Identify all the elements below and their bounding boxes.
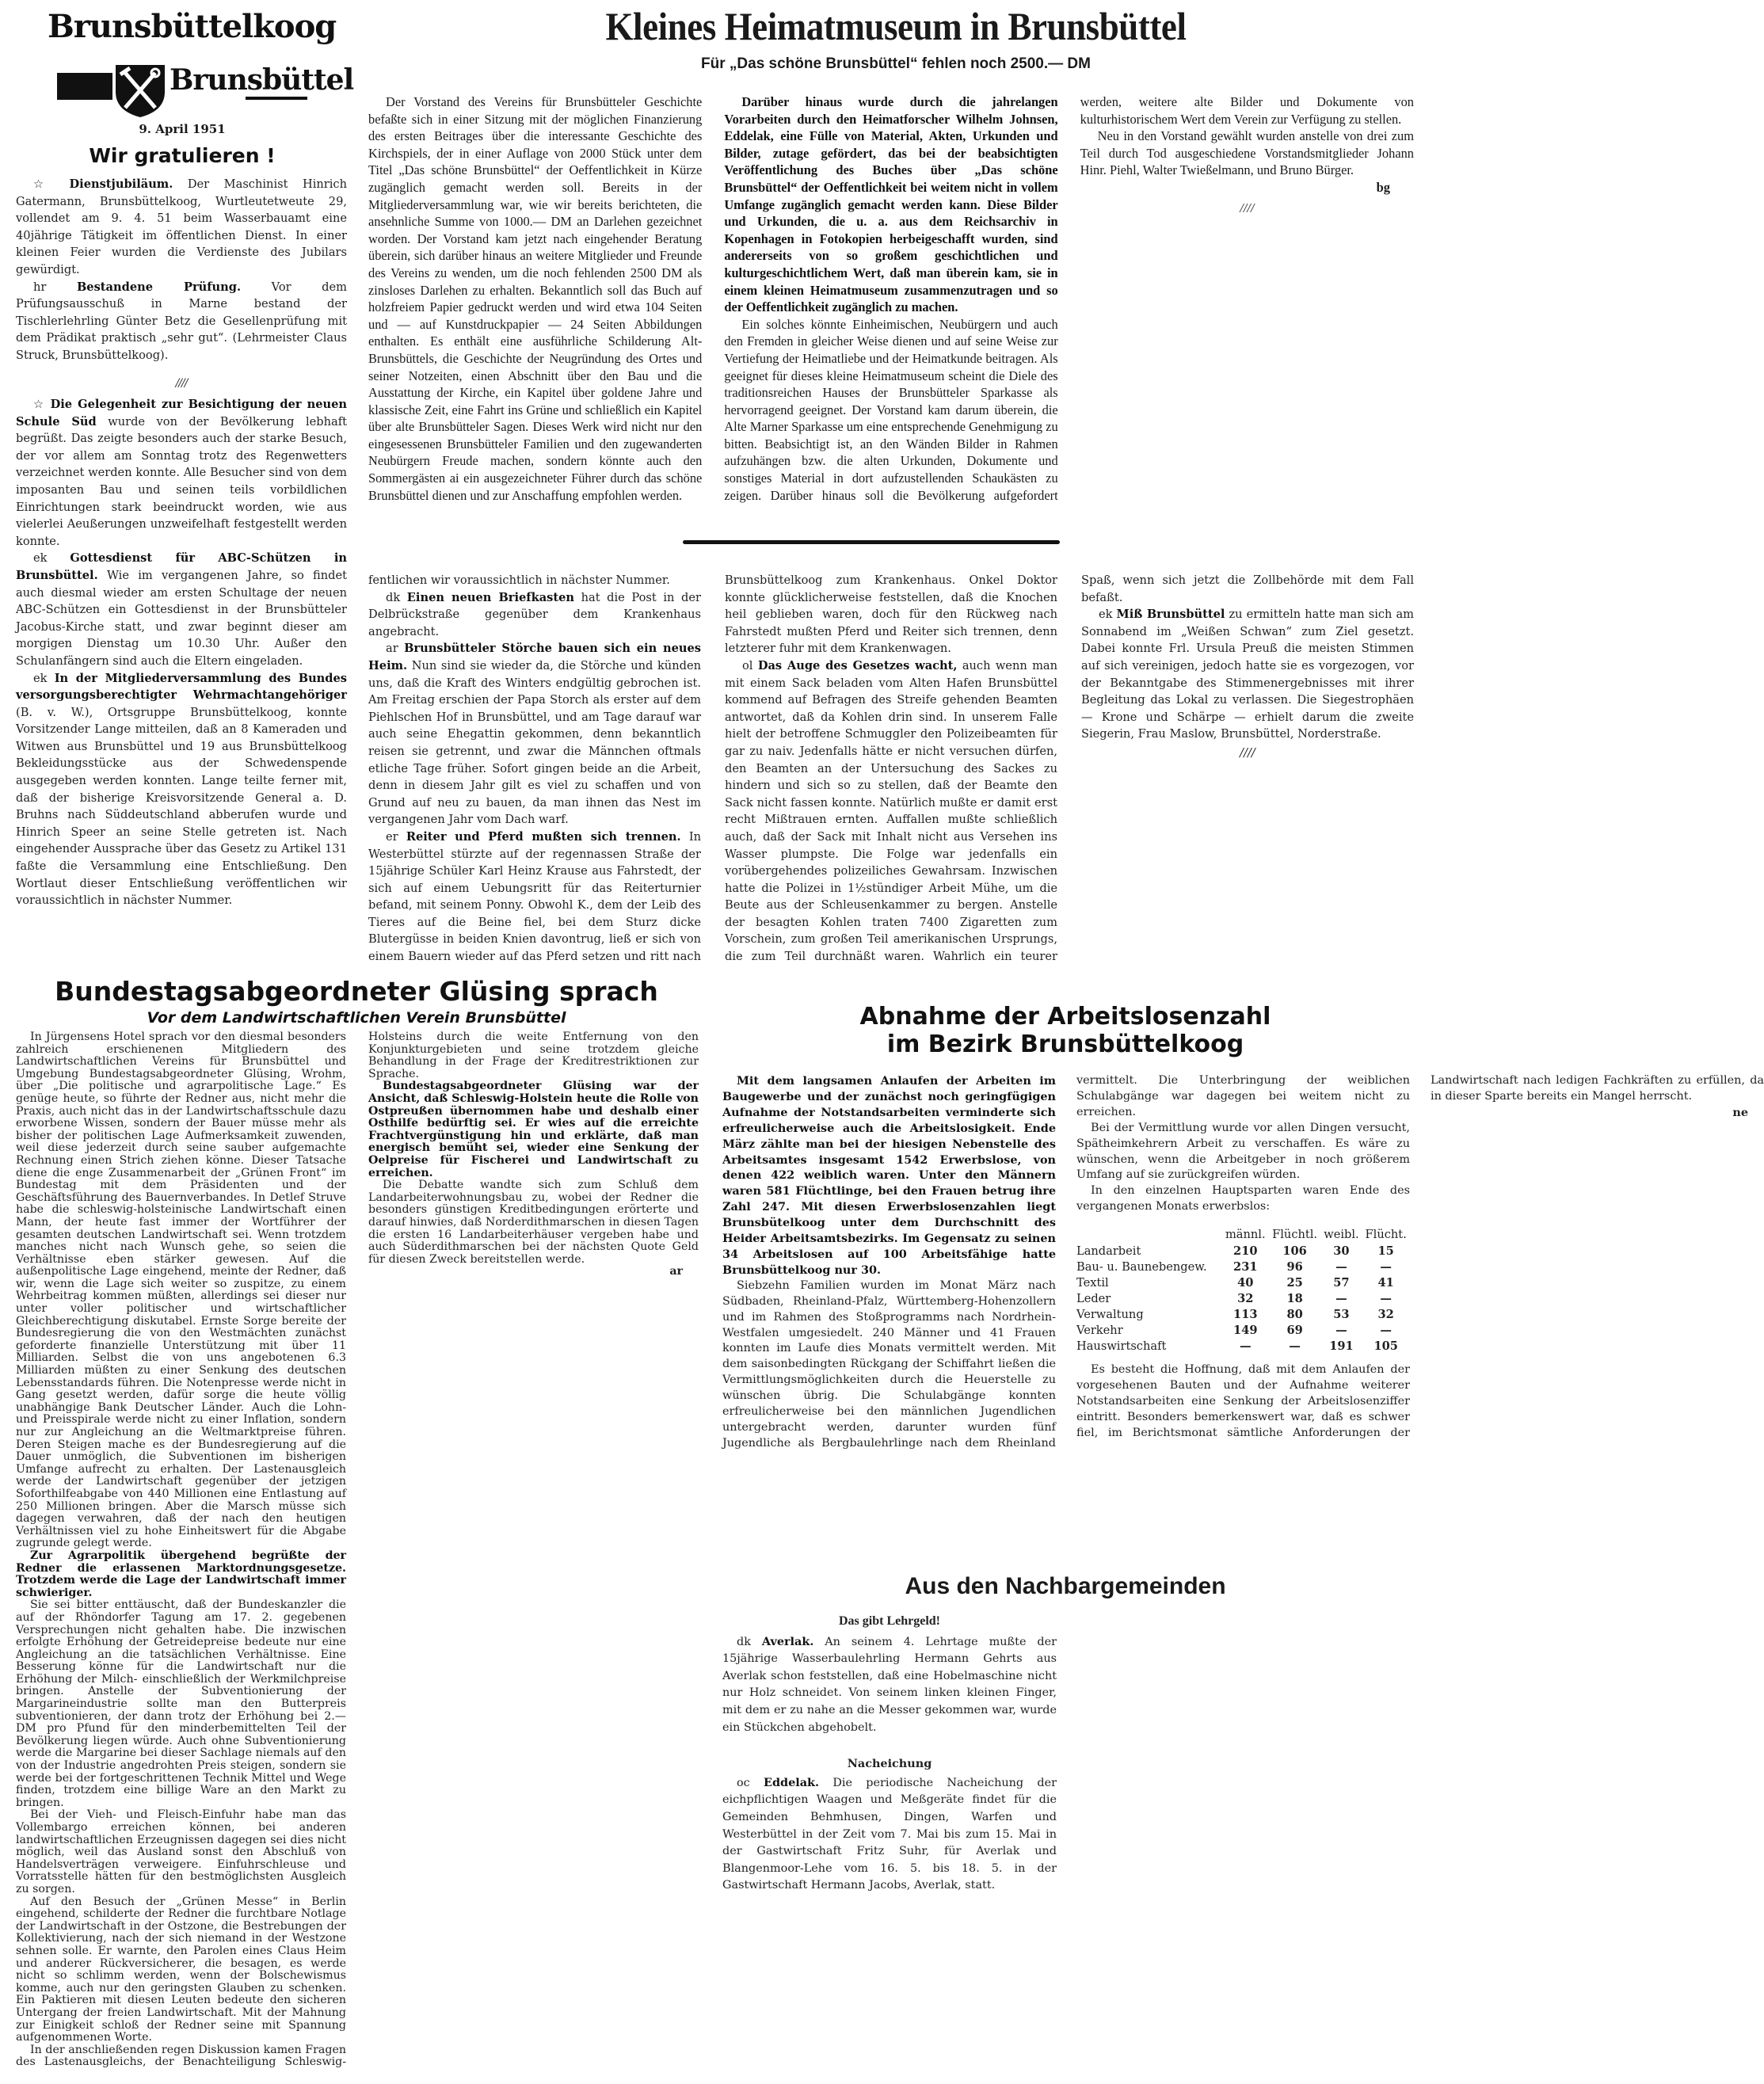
row-label: Verwaltung bbox=[1076, 1308, 1144, 1322]
table-cell: — bbox=[1335, 1292, 1347, 1306]
author-initials: ek bbox=[1099, 608, 1113, 622]
star-icon: ☆ bbox=[33, 398, 46, 411]
paragraph: Bei der Vieh- und Fleisch-Einfuhr habe man das Vollembargo erreichen können, bei anderen landwirtschaftlichen Erzeugnissen dagegen sei dies nicht möglich, weil das Ausland sonst den Abschluß von Handelsverträgen verweigere. Einfuhrschleuse und Vorratsstelle hätten für den bestmöglichsten Ausgleich zu sorgen. bbox=[16, 1808, 346, 1895]
table-cell: 106 bbox=[1282, 1244, 1307, 1259]
local-news-columns bbox=[368, 572, 1414, 968]
table-header bbox=[1076, 1226, 1222, 1244]
issue-date: 9. April 1951 bbox=[139, 122, 226, 136]
item-title: Dienstjubiläum. bbox=[69, 177, 173, 191]
separator-ornament: //// bbox=[1240, 745, 1255, 760]
news-continuation: fentlichen wir voraussichtlich in nächster Nummer. bbox=[368, 573, 670, 587]
logo-line-1: Brunsbüttelkoog bbox=[48, 8, 337, 45]
item-text: wurde von der Bevölkerung lebhaft begrüßt. Das zeigte besonders auch der starke Besuch, der vor allem am Sonntag trotz des Regenwetters verzeichnet werden konnte. Alle Besucher sind von dem imposanten Bau und seinen teils vorbildlichen Einrichtungen stark beeindruckt worden, wie aus vielerlei Aeußerungen unzweifelhaft festgestellt werden konnte. bbox=[16, 414, 347, 548]
star-icon: ☆ bbox=[33, 177, 55, 191]
table-row bbox=[1076, 1307, 1410, 1323]
gluesing-headline: Bundestagsabgeordneter Glüsing sprach bbox=[55, 976, 658, 1007]
signature: ar bbox=[669, 1265, 683, 1278]
arbeitslose-headline bbox=[717, 1003, 1414, 1058]
table-cell: 30 bbox=[1333, 1244, 1350, 1259]
author-initials: ek bbox=[33, 671, 48, 685]
table-cell: 210 bbox=[1233, 1244, 1258, 1259]
author-initials: dk bbox=[386, 590, 401, 604]
table-header: Flüchtl. bbox=[1272, 1228, 1318, 1242]
logo-line-2: Brunsbüttel bbox=[166, 63, 356, 97]
paragraph: Neu in den Vorstand gewählt wurden anstelle von drei zum Teil durch Tod ausgeschiedene Vorstandsmitglieder Johann Hinr. Piehl, Walter Twießelmann, und Bruno Bürger. bbox=[1080, 128, 1414, 178]
paragraph: Auf den Besuch der „Grünen Messe“ in Berlin eingehend, schilderte der Redner die furchtbare Notlage der Landwirtschaft in der Ostzone, die Bestrebungen der Kollektivierung, nach der sich niemand in der Westzone sehnen solle. Er warnte, den Parolen eines Claus Heim und anderer Rückversicherer, die besagen, es werde nicht so schlimm werden, wenn der Bolschewismus komme, auch nur den geringsten Glauben zu schenken. Ein Paktieren mit diesen Leuten bedeute den sicheren Untergang der freien Landwirtschaft. Mit der Mahnung zur Einigkeit schloß der Redner seine mit Spannung aufgenommenen Worte. bbox=[16, 1895, 346, 2044]
news-item bbox=[368, 589, 701, 641]
paragraph: Sie sei bitter enttäuscht, daß der Bundeskanzler die auf der Rhöndorfer Tagung am 17. 2. gegebenen Versprechungen nicht gehalten habe. Die inzwischen erfolgte Erhöhung der Getreidepreise bedeute nur eine Angleichung an die tatsächlichen Verhältnisse. Eine Besserung könne für die Landwirtschaft nur die Erhöhung der Milch- einschließlich der Werkmilchpreise bringen. Anstelle der Subventionierung der Margarineindustrie sollte man den Butterpreis subventionieren, der dann trotz der Erhöhung bei 2.— DM pro Pfund für den minderbemittelten Teil der Bevölkerung liegen würde. Auch ohne Subventionierung werde die Margarine bei dieser Sachlage niemals auf den von der Industrie angedrohten Preis steigen, sondern sie werde bei der fortgeschrittenen Technik Mittel und Wege finden, trotzdem eine billige Ware an den Markt zu bringen. bbox=[16, 1598, 346, 1809]
table-cell: 113 bbox=[1233, 1308, 1258, 1322]
separator-ornament: //// bbox=[1240, 200, 1255, 215]
item-place: Eddelak. bbox=[764, 1775, 820, 1789]
item-place: Averlak. bbox=[761, 1634, 814, 1648]
local-news-column-1 bbox=[16, 396, 348, 908]
news-item bbox=[1081, 606, 1414, 743]
paragraph: In der anschließenden regen Diskussion kamen Fragen des Lastenausgleichs, der Benachteiligung Schleswig-Holsteins durch die weite Entfernung von den Konjunkturgebieten und seine trotzdem gleiche Behandlung in der Frage der Kreditrestriktionen zur Sprache. bbox=[16, 1031, 699, 2069]
item-title: Gottesdienst für ABC-Schützen in Brunsbüttel. bbox=[16, 551, 347, 582]
gluesing-body bbox=[16, 1031, 699, 2078]
table-cell: 191 bbox=[1329, 1339, 1354, 1354]
table-cell: 105 bbox=[1373, 1339, 1398, 1354]
table-cell: 231 bbox=[1233, 1260, 1258, 1274]
news-item bbox=[16, 396, 347, 550]
row-label: Hauswirtschaft bbox=[1076, 1339, 1167, 1354]
row-label: Landarbeit bbox=[1076, 1244, 1141, 1259]
item-title: Bestandene Prüfung. bbox=[76, 280, 242, 294]
row-label: Textil bbox=[1076, 1276, 1109, 1290]
paragraph-bold: Darüber hinaus wurde durch die jahrelangen Vorarbeiten durch den Heimatforscher Wilhelm Johnsen, Eddelak, eine Fülle von Material, Akten, Urkunden und Bilder, zutage gefördert, das bei der beabsichtigten Veröffentlichung des Buches über „Das schöne Brunsbüttel“ der Oeffentlichkeit bei weitem nicht in vollem Umfange zugänglich gemacht werden kann. Diese Bilder und Urkunden, die u. a. aus dem Reichsarchiv in Kopenhagen in Fotokopien herbeigeschafft wurden, sind andererseits von so großem geschichtlichen und kulturgeschichtlichem Wert, daß man überein kam, sie in einem kleinen Heimatmuseum zusammenzutragen und so der Oeffentlichkeit zugänglich zu machen. bbox=[724, 94, 1058, 315]
table-cell: 32 bbox=[1377, 1308, 1394, 1322]
unemployment-table bbox=[1076, 1226, 1410, 1354]
item-title: Die Gelegenheit zur Besichtigung der neuen Schule Süd bbox=[16, 398, 347, 429]
item-title: Reiter und Pferd mußten sich trennen. bbox=[406, 829, 681, 844]
author-initials: dk bbox=[737, 1635, 751, 1648]
author-initials: hr bbox=[33, 280, 47, 294]
headline-line-1: Abnahme der Arbeitslosenzahl bbox=[859, 1003, 1271, 1031]
table-row bbox=[1076, 1291, 1410, 1307]
author-initials: er bbox=[386, 829, 398, 844]
item-text: zu ermitteln hatte man sich am Sonnabend im „Weißen Schwan“ zum Ziel gesetzt. Dabei konnte Frl. Ursula Preuß die meisten Stimmen auf sich vereinigen, jedoch hatte sie es vorgezogen, vor der Bekanntgabe des Stimmenergebnisses mit ihrer Begleitung das Lokal zu verlassen. Die Siegestrophäen — Krone und Schärpe — erhielt darum die zweite Siegerin, Frau Maslow, Brunsbüttel, Norderstraße. bbox=[1081, 608, 1415, 741]
item-subheading: Nacheichung bbox=[847, 1757, 932, 1771]
table-cell: 96 bbox=[1286, 1260, 1303, 1274]
table-row bbox=[1076, 1275, 1410, 1291]
arbeitslose-body bbox=[722, 1073, 1764, 1453]
author-initials: ek bbox=[33, 551, 48, 566]
table-cell: 18 bbox=[1286, 1292, 1303, 1306]
table-cell: 32 bbox=[1237, 1292, 1254, 1306]
table-cell: 15 bbox=[1377, 1244, 1394, 1259]
news-item bbox=[722, 1633, 1057, 1737]
nachbargemeinden-headline: Aus den Nachbargemeinden bbox=[905, 1573, 1226, 1599]
row-label: Verkehr bbox=[1076, 1324, 1123, 1338]
paragraph: Siebzehn Familien wurden im Monat März nach Südbaden, Rheinland-Pfalz, Württemberg-Hohenzollern und im Rahmen des Stoßprogramms nach Nordrhein-Westfalen umgesiedelt. 240 Männer und 41 Frauen konnten im Laufe dies Monats vermittelt werden. Mit dem saisonbedingten Rückgang der Schiffahrt ließen die Vermittlungsmöglichkeiten durch die Heuerstelle zu wünschen übrig. Die Schulabgänge konnten erfreulicherweise bei den männlichen Jugendlichen untergebracht werden, darunter wurden fünf Jugendliche als Bergbaulehrlinge nach dem Rheinland vermittelt. Die Unterbringung der weiblichen Schulabgänge war dagegen bei weitem nicht zu erreichen. bbox=[722, 1074, 1410, 1450]
paragraph-bold: Bundestagsabgeordneter Glüsing war der Ansicht, daß Schleswig-Holstein heute die Rolle von Ostpreußen übernommen habe und deshalb einer Osthilfe bedürftig sei. Er wies auf die erreichte Frachtvergünstigung hin und erklärte, daß man energisch bemüht sei, wieder eine Senkung der Oelpreise für Fischerei und Landwirtschaft zu erreichen. bbox=[368, 1080, 699, 1179]
news-item bbox=[16, 670, 348, 908]
news-item bbox=[722, 1774, 1057, 1895]
item-title: Brunsbütteler Störche bauen sich ein neues Heim. bbox=[368, 642, 701, 672]
table-header: Flücht. bbox=[1365, 1228, 1407, 1242]
item-text: Nun sind sie wieder da, die Störche und künden uns, daß die Kraft des Winters endgültig gebrochen ist. Am Freitag erschien der Papa Storch als erster auf dem Piehlschen Hof in Brunsbüttel, und am Tage darauf war auch seine Ehegattin gekommen, denn bekanntlich reisen sie getrennt, und zwar die Männchen oftmals etliche Tage früher. Sofort gingen beide an die Arbeit, denn in diesem Jahr gilt es viel zu schaffen und von Grund auf neu zu bauen, da man ihnen das Nest im vergangenen Jahr vom Dach warf. bbox=[368, 658, 701, 827]
heimatmuseum-subheadline: Für „Das schöne Brunsbüttel“ fehlen noch 2500.— DM bbox=[701, 55, 1091, 72]
table-cell: 69 bbox=[1286, 1324, 1303, 1338]
table-cell: 149 bbox=[1233, 1324, 1258, 1338]
table-cell: 80 bbox=[1286, 1308, 1303, 1322]
paragraph-bold: Zur Agrarpolitik übergehend begrüßte der Redner die erlassenen Marktordnungsgesetze. Trotzdem werde die Lage der Landwirtschaft immer schwieriger. bbox=[16, 1549, 346, 1599]
item-title: In der Mitgliederversammlung des Bundes versorgungsberechtigter Wehrmachtangehöriger bbox=[16, 671, 348, 703]
item-title: Miß Brunsbüttel bbox=[1116, 608, 1225, 622]
item-text: auch wenn man mit einem Sack beladen vom Alten Hafen Brunsbüttel kommend auf Befragen des Streife gehenden Beamten antwortet, daß da Kohlen drin sind. In unserem Falle hielt der betroffene Schmuggler den Polizeibeamten für gar zu naiv. Jedenfalls hätte er nicht versuchen dürfen, den Beamten an der Untersuchung des Sackes zu hindern und sich so zu stellen, daß der Beamte den Sack nicht fassen konnte. Natürlich mußte er damit erst recht Mißtrauen ernten. Auffallen mußte schließlich auch, daß der Sack mit Inhalt nicht aus Versehen ins Wasser plumpste. Die Folge war jedenfalls ein vorübergehendes polizeiliches Gewahrsam. Inzwischen hatte die Polizei in 1½stündiger Arbeit Mühe, um die Beute aus der Schleusenkammer zu bergen. Anstelle der besagten Kohlen traten 7400 Zigaretten zum Vorschein, zum großen Teil amerikanischen Ursprungs, die zum Teil durchnäßt waren. Wahrlich ein teurer Spaß, wenn sich jetzt die Zollbehörde mit dem Fall befaßt. bbox=[725, 573, 1414, 964]
item-text: hat die Post in der Delbrückstraße gegenüber dem Krankenhaus angebracht. bbox=[368, 590, 702, 638]
table-row bbox=[1076, 1323, 1410, 1339]
item-text: In Westerbüttel stürzte auf der regennassen Straße der 15jährige Schüler Karl Heinz Krause aus Fahrstedt, der sich auf einem Uebungsritt für das Reiterturnier befand, mit seinem Ponny. Obwohl K., dem der Leib des Tieres auf die Beine fiel, bei dem Sturz dicke Blutergüsse in beiden Knien davontrug, ließ er sich von einem Bauern wieder auf das Pferd setzen und ritt nach Brunsbüttelkoog zum Krankenhaus. Onkel Doktor konnte glücklicherweise feststellen, daß die Knochen heil geblieben waren, doch für den Rückweg nach Fahrstedt mußten Pferd und Reiter sich trennen, denn letzterer fuhr mit dem Krankenwagen. bbox=[368, 573, 1057, 964]
table-header-row bbox=[1076, 1226, 1410, 1244]
row-label: Bau- u. Baunebengew. bbox=[1076, 1260, 1207, 1274]
paragraph: In den einzelnen Hauptsparten waren Ende des vergangenen Monats erwerbslos: bbox=[1076, 1184, 1410, 1213]
author-initials: ar bbox=[386, 642, 398, 656]
table-cell: — bbox=[1380, 1324, 1392, 1338]
signature: bg bbox=[1376, 179, 1390, 195]
separator-ornament: //// bbox=[175, 376, 188, 390]
paragraph-bold: Mit dem langsamen Anlaufen der Arbeiten im Baugewerbe und der zunächst noch geringfügigen Aufnahme der Notstandsarbeiten verminderte sich erfreulicherweise auch die Arbeitslosigkeit. Ende März zählte man bei der hiesigen Nebenstelle des Arbeitsamtes insgesamt 1542 Erwerbslose, von denen 422 weiblich waren. Unter den Männern waren 581 Flüchtlinge, bei den Frauen betrug ihre Zahl 247. Mit diesen Erwerbslosenzahlen liegt Brunsbütelkoog unter dem Durchschnitt des Heider Arbeitsamtsbezirks. Im Gegensatz zu seinen 34 Arbeitslosen auf 100 Arbeitsfähige hatte Brunsbüttelkoog nur 30. bbox=[722, 1074, 1056, 1277]
paragraph: Es besteht die Hoffnung, daß mit dem Anlaufen der vorgesehenen Bauten und der Aufnahme weiterer Notstandsarbeiten eine Senkung der Arbeitslosenziffer eintritt. Besonders bemerkenswert war, daß es schwer fiel, im Berichtsmonat sämtliche Anforderungen der Landwirtschaft nach ledigen Fachkräften zu erfüllen, da in dieser Sparte bereits ein Mangel herrscht. bbox=[1076, 1074, 1764, 1439]
section-rule bbox=[683, 540, 1060, 544]
table-cell: 53 bbox=[1333, 1308, 1350, 1322]
table-cell: 41 bbox=[1377, 1276, 1394, 1290]
table-cell: — bbox=[1289, 1339, 1301, 1354]
table-row bbox=[1076, 1339, 1410, 1354]
paragraph: Der Vorstand des Vereins für Brunsbütteler Geschichte befaßte sich in einer Sitzung mit der möglichen Finanzierung des ersten Beitrages über die interessante Geschichte des Kirchspiels, der in einer Auflage von 2000 Stück unter dem Titel „Das schöne Brunsbüttel“ der Oeffentlichkeit in Kürze zugänglich gemacht werden soll. Bereits in der Mitgliederversammlung war, wie wir bereits berichteten, die ansehnliche Summe von 1000.— DM an Darlehen gezeichnet worden. Der Vorstand kam jetzt nach eingehender Beratung überein, sich darüber hinaus an weitere Mitglieder und Freunde des Vereins zu wenden, um die noch fehlenden 2500 DM als zinsloses Darlehen zu erhalten. Bekanntlich soll das Buch auf holzfreiem Papier gedruckt werden und wird etwa 104 Seiten und — auf Kunstdruckpapier — 24 Seiten Abbildungen enthalten. Es enthält eine ausführliche Schilderung Alt-Brunsbüttels, die Geschichte der Neugründung des Ortes und seiner Notzeiten, einen Abschnitt über den Bau und die Ausstattung der Kirche, ein Kapitel über goldene Jahre und klassische Zeit, eine Fahrt ins Grüne und schließlich ein Kapitel über alte Brunsbütteler Sagen. Dieses Werk wird nicht nur den eingesessenen Brunsbütteler Familien und den zugewanderten Neubürgern Freude machen, sondern könnte auch den Sommergästen ai ein ausgezeichneter Führer durch das schöne Brunsbüttel dienen und zur Anschaffung empfohlen werden. bbox=[368, 94, 703, 503]
item-text: Vor dem Prüfungsausschuß in Marne bestand der Tischlerlehrling Günter Betz die Gesellenprüfung mit dem Prädikat praktisch „sehr gut“. (Lehrmeister Claus Struck, Brunsbüttelkoog). bbox=[16, 280, 348, 362]
table-row bbox=[1076, 1244, 1410, 1259]
table-cell: — bbox=[1380, 1260, 1392, 1274]
gratulieren-item bbox=[16, 176, 347, 279]
news-item bbox=[368, 640, 701, 829]
item-text: Wie im vergangenen Jahre, so findet auch diesmal wieder am ersten Schultage der neuen ABC-Schützen ein Gottesdienst in der Brunsbütteler Jacobus-Kirche statt, und zwar beginnt dieser am morgigen Dienstag um 10.30 Uhr. Außer den Schulanfängern sind auch die Eltern eingeladen. bbox=[16, 568, 347, 668]
table-cell: 57 bbox=[1333, 1276, 1350, 1290]
item-text: (B. v. W.), Ortsgruppe Brunsbüttelkoog, konnte Vorsitzender Lange mitteilen, daß an 8 Kameraden und Witwen aus Brunsbüttel und 19 aus Brunsbüttelkoog Bekleidungsstücke aus der Schwedenspende ausgegeben werden konnten. Lange teilte ferner mit, daß der bisherige Kreisvorsitzende General a. D. Bruhns nach Süddeutschland abberufen wurde und Hinrich Speer an seine Stelle getreten ist. Nach eingehender Aussprache über das Gesetz zu Artikel 131 faßte die Versammlung eine Entschließung. Den Wortlaut dieser Entschließung veröffentlichen wir voraussichtlich in nächster Nummer. bbox=[16, 705, 347, 908]
logo-ribbon-left bbox=[57, 73, 112, 100]
item-title: Einen neuen Briefkasten bbox=[406, 590, 575, 604]
masthead-logo bbox=[48, 8, 354, 115]
signature: ne bbox=[1732, 1105, 1748, 1119]
row-label: Leder bbox=[1076, 1292, 1111, 1306]
gratulieren-item bbox=[16, 279, 347, 364]
item-text: Die periodische Nacheichung der eichpflichtigen Waagen und Meßgeräte findet für die Gemeinden Behmhusen, Dingen, Warfen und Westerbüttel in der Zeit vom 7. Mai bis zum 15. Mai in der Gastwirtschaft Fritz Suhr, für Averlak und Blangenmoor-Lehe vom 16. 5. bis 18. 5. in der Gastwirtschaft Hermann Jacobs, Averlak, statt. bbox=[722, 1776, 1057, 1892]
table-cell: — bbox=[1335, 1324, 1347, 1338]
table-cell: 40 bbox=[1237, 1276, 1254, 1290]
table-cell: 25 bbox=[1286, 1276, 1303, 1290]
headline-line-2: im Bezirk Brunsbüttelkoog bbox=[886, 1031, 1244, 1058]
gratulieren-column bbox=[16, 176, 347, 392]
paragraph: Die Debatte wandte sich zum Schluß dem Landarbeiterwohnungsbau zu, wobei der Redner die besonders günstigen Kreditbedingungen erörterte und darauf hinwies, daß Norderdithmarschen in diesen Tagen die ersten 16 Landarbeiterhäuser vergeben habe und auch Süderdithmarschen bei der nächsten Quote Geld für diesen Zweck bereitstellen werde. bbox=[368, 1179, 699, 1266]
gluesing-subheadline: Vor dem Landwirtschaftlichen Verein Brunsbüttel bbox=[147, 1009, 566, 1027]
table-row bbox=[1076, 1259, 1410, 1275]
item-title: Das Auge des Gesetzes wacht, bbox=[757, 658, 958, 672]
paragraph: Ein solches könnte Einheimischen, Neubürgern und auch den Fremden in gleicher Weise dienen und auf seine Weise zur Vertiefung der Heimatliebe und der Heimatkunde beitragen. Als geeignet für dieses kleine Heimatmuseum scheint die Diele des traditionsreichen Hauses der Brunsbütteler Sparkasse als hervorragend geeignet. Der Vorstand kam darum überein, die Alte Marner Sparkasse um eine entsprechende Genehmigung zu bitten. Beabsichtigt ist, an den Wänden Bilder in Rahmen aufzuhängen bzw. die alten Urkunden, Dokumente und sonstiges Material in dort aufzustellenden Schaukästen zu zeigen. Darüber hinaus soll die Bevölkerung aufgefordert werden, weitere alte Bilder und Dokumente von kulturhistorischem Wert dem Verein zur Verfügung zu stellen. bbox=[724, 94, 1414, 503]
table-header: männl. bbox=[1225, 1228, 1266, 1242]
table-cell: — bbox=[1239, 1339, 1252, 1354]
news-item bbox=[16, 550, 347, 669]
item-text: Der Maschinist Hinrich Gatermann, Brunsbüttelkoog, Wurtleutetweute 29, vollendet am 9. 4. 51 beim Wasserbauamt eine 40jährige Tätigkeit im öffentlichen Dienst. In einer kleinen Feier wurden die Verdienste des Jubilars gewürdigt. bbox=[16, 177, 347, 276]
item-text: An seinem 4. Lehrtage mußte der 15jährige Wasserbaulehrling Hermann Gehrts aus Averlak schon feststellen, daß eine Hobelmaschine nicht nur Holz schneidet. Von seinem linken kleinen Finger, mit dem er zu nahe an die Messer gekommen war, wurde ein Stückchen abgehobelt. bbox=[722, 1635, 1057, 1734]
heimatmuseum-headline: Kleines Heimatmuseum in Brunsbüttel bbox=[605, 4, 1187, 48]
table-cell: — bbox=[1335, 1260, 1347, 1274]
author-initials: oc bbox=[737, 1776, 750, 1789]
anchor-shield-icon bbox=[112, 62, 168, 119]
table-header: weibl. bbox=[1324, 1228, 1359, 1242]
table-cell: — bbox=[1380, 1292, 1392, 1306]
author-initials: ol bbox=[742, 658, 753, 672]
paragraph: Bei der Vermittlung wurde vor allen Dingen versucht, Spätheimkehrern Arbeit zu verschaffen. Es wäre zu wünschen, wenn die Arbeitgeber in noch größerem Umfang auf sie zurückgreifen würden. bbox=[1076, 1121, 1410, 1182]
gratulieren-heading: Wir gratulieren ! bbox=[89, 144, 276, 167]
nachbargemeinden-body bbox=[722, 1613, 1057, 1895]
item-subheading: Das gibt Lehrgeld! bbox=[839, 1614, 940, 1628]
paragraph: In Jürgensens Hotel sprach vor den diesmal besonders zahlreich erschienenen Mitgliedern des Landwirtschaftlichen Vereins für Brunsbüttel und Umgebung Bundestagsabgeordneter Glüsing, Wrohm, über „Die politische und agrarpolitische Lage.“ Es genüge heute, so führte der Redner aus, nicht mehr die Praxis, auch nicht das in der Landwirtschaftsschule dazu erworbene Wissen, sondern der Bauer müsse mehr als bisher der politischen Lage Aufmerksamkeit zuwenden, weil diese jederzeit durch seine sauber aufgemachte Rechnung einen Strich ziehen könne. Dieser Tatsache diene die enge Zusammenarbeit der „Grünen Front“ im Bundestag mit dem Präsidenten und der Geschäftsführung des Bauernverbandes. In Detlef Struve habe die schleswig-holsteinische Landwirtschaft einen Mann, der heute fast immer der Wortführer der gesamten deutschen Landwirtschaft sei. Wenn trotzdem manches nicht nach Wunsch gehe, so seien die Verhältnisse eben stärker gewesen. Auf die außenpolitische Lage eingehend, meinte der Redner, daß wir, wenn die Lage sich weiter so zuspitze, zu einem Wehrbeitrag kommen müßten, allerdings sei dieser nur unter voller politischer und wirtschaftlicher Gleichberechtigung diskutabel. Ernste Sorge bereite der Bundesregierung die von den Westmächten zunächst geforderte finanzielle Unterstützung mit über 11 Milliarden. Selbst die von uns angebotenen 6.3 Milliarden müßten zu einer Senkung des deutschen Lebensstandards führen. Die Notenpresse werde nicht in Gang gesetzt werden, dafür sorge die heute völlig unabhängige Bank Deutscher Länder. Auch die Lohn- und Preisspirale werde nicht zu einer Inflation, sondern nur zur Angleichung an die Weltmarktpreise führen. Deren Steigen mache es der Bundesregierung auf die Dauer unmöglich, die Subventionen im bisherigen Umfange aufrecht zu erhalten. Der Lastenausgleich werde der Landwirtschaft gegenüber der jetzigen Soforthilfeabgabe von 440 Millionen eine Entlastung auf 250 Millionen bringen. Aber die Marsch müsse sich dagegen verwahren, daß der nach den heutigen Verhältnissen viel zu hohe Einheitswert für die Abgabe zugrunde gelegt werde. bbox=[16, 1031, 346, 1550]
heimatmuseum-body bbox=[368, 93, 1414, 505]
